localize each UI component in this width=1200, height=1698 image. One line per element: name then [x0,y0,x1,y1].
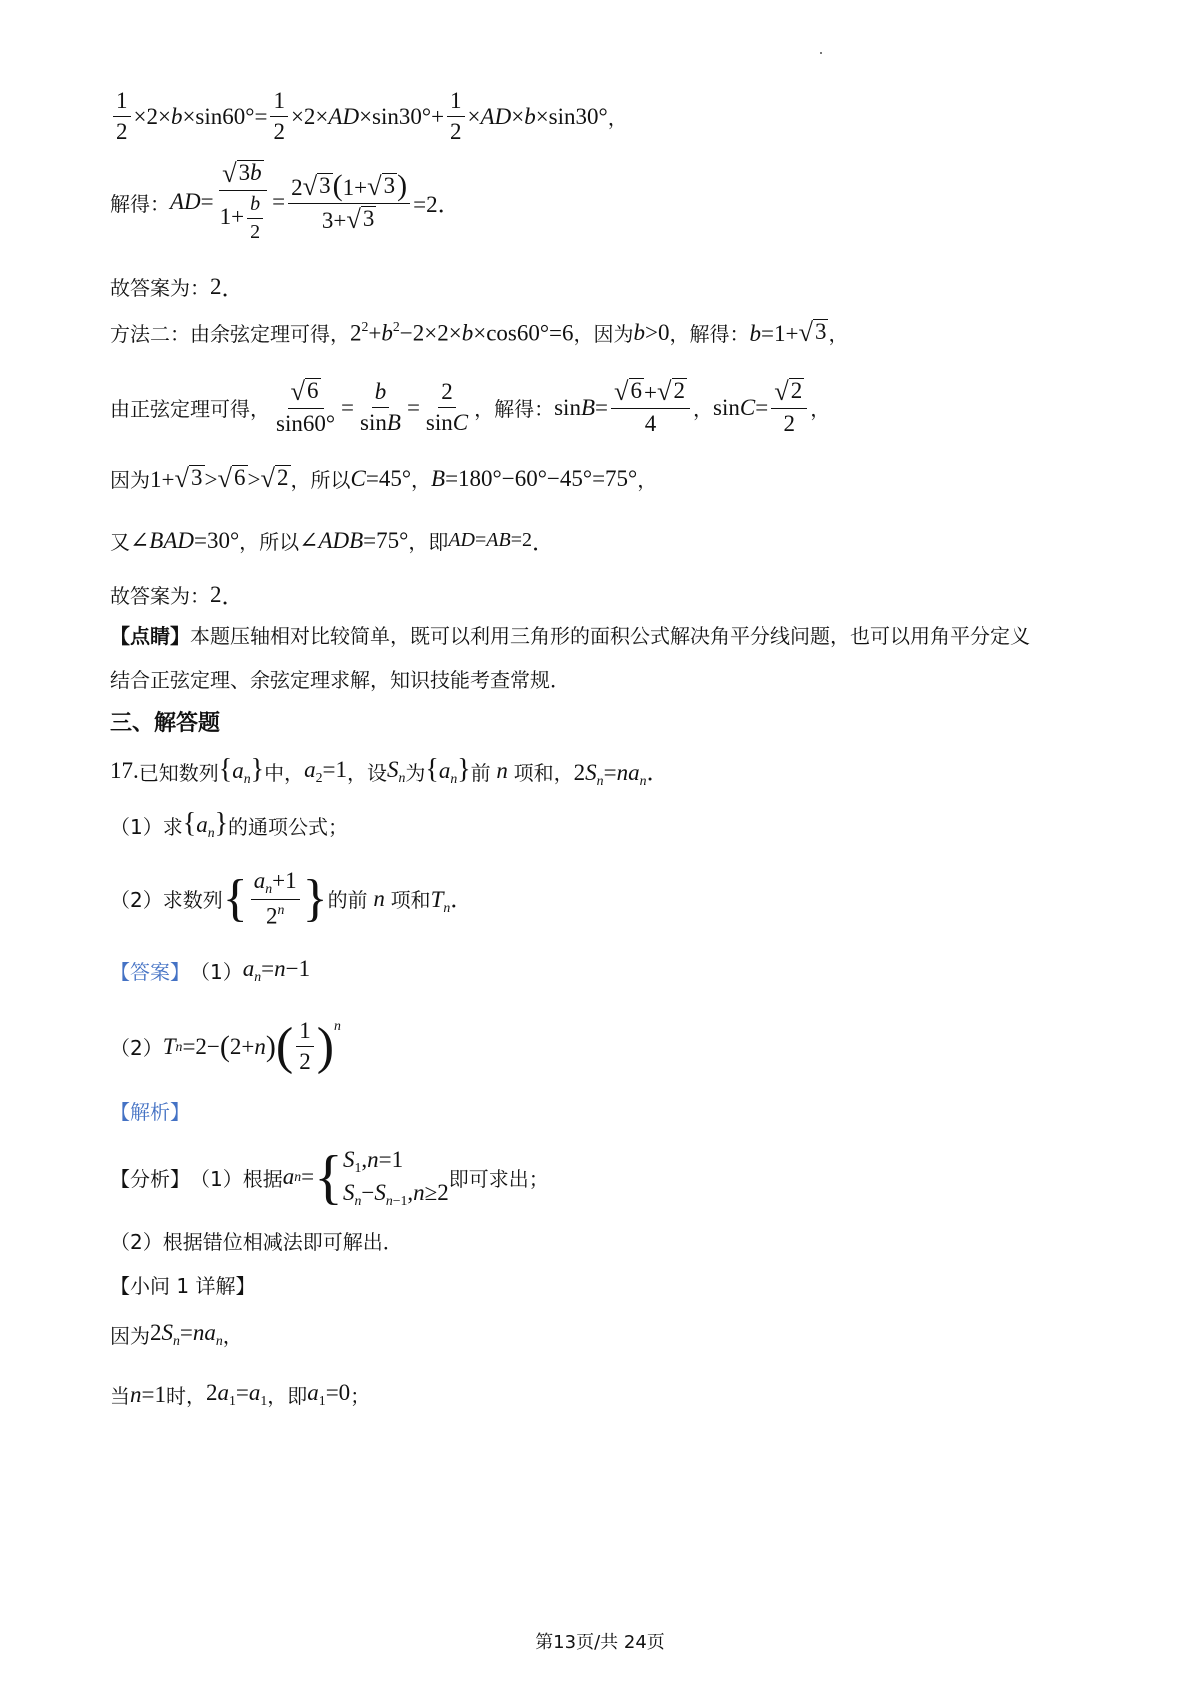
when-label: 当 [110,1384,130,1408]
q17-number: 17. [110,758,139,784]
q17-text-d: 为 [405,760,426,785]
analysis-tag-line [110,1096,190,1125]
solve-label-3: ，解得： [474,397,555,421]
answer-section-1: 【答案】 （1） $a_n=n-1$ [110,956,311,984]
answer-value: 2 [210,273,222,299]
section-heading-text: 三、解答题 [110,711,221,736]
because-2sn-label: 因为 [110,1324,150,1348]
q17-text-c: ，设 [346,760,387,785]
q1-text: 的通项公式； [228,814,349,839]
comment-text-1: 本题压轴相对比较简单，既可以利用三角形的面积公式解决角平分线问题，也可以用角平分定义 [190,624,1030,648]
angle-line: 又 ∠BAD=30° ，所以 ∠ADB=75° ，即 AD=AB=2 ． [110,527,556,555]
namely-label: ，即 [408,530,449,554]
inequality-line: 因为 1+ √ 3 > √ 6 > √ 2 ，所以 C=45° ， B=180°−60°−45°=75° ， [110,462,658,493]
q2-text-a: 的前 [327,888,368,913]
section-heading [110,706,220,737]
sine-rule-line: 由正弦定理可得， √ 6 sin60° = $\frac{b}{\sin B}$ = $\frac{2}{\sin C}$ ，解得： sin B = √ 6 + √ 2 4 ， sin C = √ 2 2 ， [110,376,831,436]
scan-dot [820,52,822,54]
fenxi-line-2 [110,1226,403,1255]
solve-ad-line: 解得： AD = √ 3b 1+ $\frac{b}{2}$ = 2 √ 3 (1+ √ 3 ) 3+ √ 3 =2． [110,158,461,243]
solve-label: 解得： [110,191,170,216]
so-label-2: ，所以 [239,530,300,554]
area-equation: $\frac{1}{2}$ ×2×b×sin60°= $\frac{1}{2}$ ×2×AD×sin30°+ $\frac{1}{2}$ ×AD×b×sin30° ， [110,88,628,145]
comment-text-2: 结合正弦定理、余弦定理求解，知识技能考查常规． [110,668,570,692]
page-footer: 第13页/共 24页 [535,1632,665,1653]
q1-label: （1）求 [110,814,183,839]
answer-part1-label: （1） [190,960,243,984]
when-line: 当 n=1 时， $2a_1=a_1$ ，即 $a_1=0$ ； [110,1380,371,1408]
comment-line-2 [110,664,570,693]
because-label-2: 因为 [110,468,150,492]
fenxi-line2-text: （2）根据错位相减法即可解出． [110,1230,403,1254]
answer-part2-label: （2） [110,1036,163,1060]
answer-label: 故答案为： [110,276,210,300]
analysis-tag: 【解析】 [110,1100,190,1124]
detail-tag: 【小问 1 详解】 [110,1274,256,1298]
again-prefix: 又 [110,530,130,554]
fenxi-line: 【分析】 （1）根据 a n = { $S_1,n=1$ $S_n-S_{n-1},n\ge 2$ 即可求出； [110,1144,549,1211]
when-text: 时， [165,1384,206,1408]
q17-line: 17. 已知数列 $\{a_n\}$ 中， $a_2=1$ ，设 $S_n$ 为 $\{a_n\}$ 前 n 项和， $2S_n=na_n$． [110,754,670,788]
fenxi-text-a: （1）根据 [190,1166,283,1191]
fenxi-tag: 【分析】 [110,1166,190,1191]
punct: ， [607,106,628,130]
because-label: 因为 [593,322,634,346]
method2-prefix: 方法二：由余弦定理可得， [110,322,350,346]
q17-text-b: 中， [264,760,305,785]
q2-line: （2）求数列 { $\frac{a_n+1}{2^n}$ } 的前 n 项和 $T_n$． [110,868,474,929]
q17-text-e: 前 [470,760,491,785]
q1-line: （1）求 $\{a_n\}$ 的通项公式； [110,808,349,840]
comment-line-1 [110,620,1030,649]
q2-label: （2）求数列 [110,888,223,913]
sine-rule-prefix: 由正弦定理可得， [110,397,270,421]
q2-text-b: 项和 [390,888,431,913]
method2-line: 方法二：由余弦定理可得， $2^2+b^2-2\times 2\times b\times\cos 60^\circ=6$ ， 因为 b>0 ，解得： b=1+ √ 3 ， [110,316,849,347]
detail-tag-line [110,1270,255,1299]
answer-line-2: 故答案为： 2 ． [110,581,245,609]
because-2sn-line: 因为 $2S_n=na_n$ ， [110,1320,243,1348]
so-label: ，所以 [290,468,351,492]
answer-tag: 【答案】 [110,960,190,984]
fenxi-text-b: 即可求出； [448,1166,549,1191]
q17-text-a: 已知数列 [138,760,219,785]
comment-label: 【点睛】 [110,624,190,648]
answer-section-2: （2） T n =2− ( 2+ n ) ( $\frac{1}{2}$ ) $^n$ [110,1017,341,1075]
solve-label-2: ，解得： [669,322,750,346]
namely-label-2: ，即 [267,1384,308,1408]
answer-label-2: 故答案为： [110,584,210,608]
answer-line-1: 故答案为： 2 ． [110,273,245,301]
q17-text-f: 项和， [513,760,574,785]
answer-value-2: 2 [210,581,222,607]
